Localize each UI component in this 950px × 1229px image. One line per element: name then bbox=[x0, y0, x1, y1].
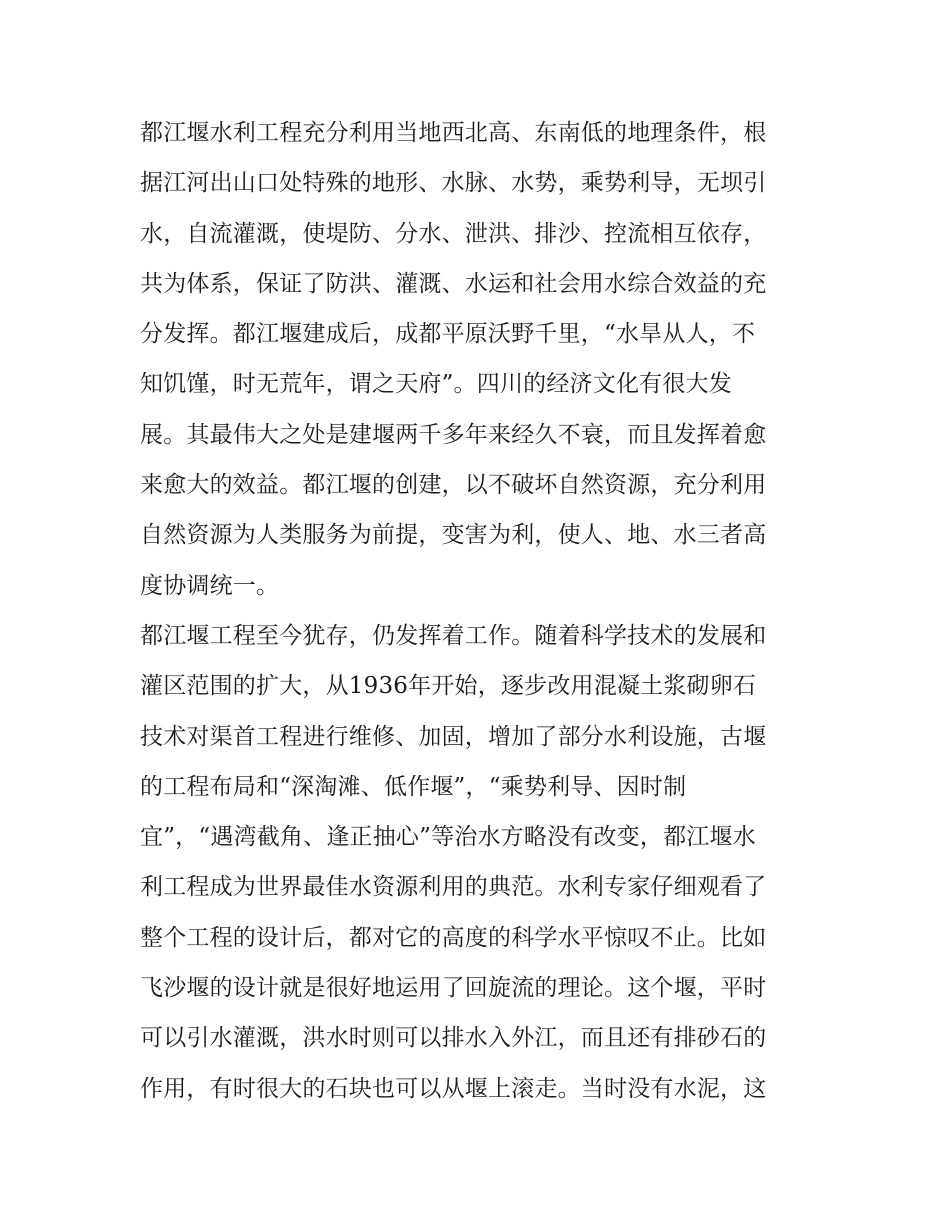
text-line: 都江堰水利工程充分利用当地西北高、东南低的地理条件，根 bbox=[140, 120, 767, 146]
text-line: 灌区范围的扩大，从1936年开始，逐步改用混凝土浆砌卵石 bbox=[140, 673, 757, 700]
text-line: 利工程成为世界最佳水资源利用的典范。水利专家仔细观看了 bbox=[140, 874, 767, 901]
paragraph-1 bbox=[140, 108, 820, 611]
document-body bbox=[140, 108, 820, 1114]
text-line: 技术对渠首工程进行维修、加固，增加了部分水利设施，古堰 bbox=[140, 723, 767, 750]
text-line: 共为体系，保证了防洪、灌溉、水运和社会用水综合效益的充 bbox=[140, 270, 767, 297]
text-line: 的工程布局和“深淘滩、低作堰”，“乘势利导、因时制 bbox=[140, 773, 687, 800]
text-line: 展。其最伟大之处是建堰两千多年来经久不衰，而且发挥着愈 bbox=[140, 421, 767, 448]
text-line: 据江河出山口处特殊的地形、水脉、水势，乘势利导，无坝引 bbox=[140, 170, 767, 197]
text-line: 作用，有时很大的石块也可以从堰上滚走。当时没有水泥，这 bbox=[140, 1075, 767, 1102]
text-line: 度协调统一。 bbox=[140, 572, 280, 599]
text-line: 飞沙堰的设计就是很好地运用了回旋流的理论。这个堰，平时 bbox=[140, 975, 767, 1002]
text-line: 可以引水灌溉，洪水时则可以排水入外江，而且还有排砂石的 bbox=[140, 1025, 767, 1052]
text-line: 整个工程的设计后，都对它的高度的科学水平惊叹不止。比如 bbox=[140, 924, 767, 951]
text-line: 水，自流灌溉，使堤防、分水、泄洪、排沙、控流相互依存， bbox=[140, 220, 767, 247]
text-line: 来愈大的效益。都江堰的创建，以不破坏自然资源，充分利用 bbox=[140, 472, 767, 499]
text-line: 分发挥。都江堰建成后，成都平原沃野千里，“水旱从人，不 bbox=[140, 321, 756, 348]
paragraph-2 bbox=[140, 611, 820, 1114]
text-line: 自然资源为人类服务为前提，变害为利，使人、地、水三者高 bbox=[140, 522, 767, 549]
text-line: 都江堰工程至今犹存，仍发挥着工作。随着科学技术的发展和 bbox=[140, 622, 767, 649]
text-line: 宜”，“遇湾截角、逢正抽心”等治水方略没有改变，都江堰水 bbox=[140, 824, 756, 851]
text-line: 知饥馑，时无荒年，谓之天府”。四川的经济文化有很大发 bbox=[140, 371, 732, 398]
